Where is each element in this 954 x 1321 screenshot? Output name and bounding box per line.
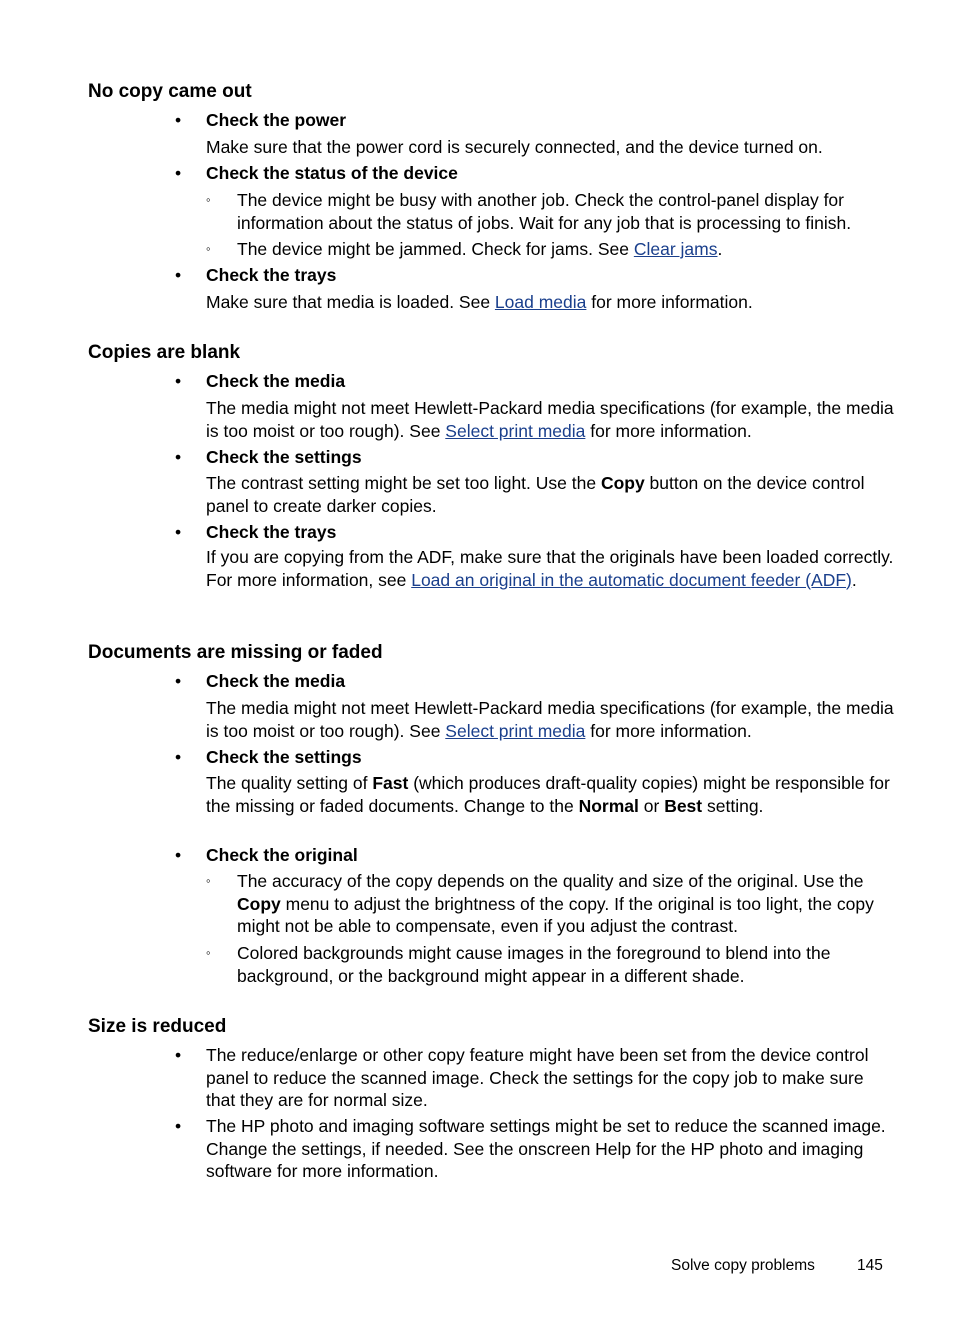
load-media-link[interactable]: Load media bbox=[494, 292, 587, 312]
sub-bullet: ◦ bbox=[206, 873, 211, 888]
check-media-title: Check the media bbox=[206, 371, 346, 391]
text: If you are copying from the ADF, make sure that the originals have been loaded correctly. For more information, see bbox=[206, 547, 894, 590]
text: or bbox=[638, 795, 665, 816]
check-trays-title: Check the trays bbox=[206, 265, 337, 285]
heading-size-reduced: Size is reduced bbox=[88, 1016, 227, 1037]
clear-jams-link[interactable]: Clear jams bbox=[633, 239, 718, 259]
select-print-media-link-2[interactable]: Select print media bbox=[445, 720, 586, 741]
fast-setting: Fast bbox=[372, 773, 409, 793]
sub-bullet: ◦ bbox=[206, 945, 211, 960]
check-settings-text bbox=[206, 472, 896, 517]
text: (which produces draft-quality copies) might be responsible for the missing or faded documents. Change to the bbox=[206, 773, 890, 816]
sub-bullet: ◦ bbox=[206, 241, 211, 256]
check-status-title: Check the status of the device bbox=[206, 163, 458, 183]
check-settings-title-2: Check the settings bbox=[206, 747, 362, 767]
original-sub2: Colored backgrounds might cause images in the foreground to blend into the background, or the background might appear in a different shade. bbox=[237, 943, 831, 986]
bullet: • bbox=[175, 265, 182, 285]
bullet: • bbox=[175, 371, 182, 391]
check-trays-text bbox=[206, 291, 896, 314]
check-original-title: Check the original bbox=[206, 845, 358, 865]
text: for more information. bbox=[586, 292, 753, 312]
text: . bbox=[851, 569, 857, 590]
text: button on the device control panel to create darker copies. bbox=[206, 473, 865, 516]
bullet: • bbox=[175, 447, 182, 467]
heading-documents-faded: Documents are missing or faded bbox=[88, 642, 383, 663]
bullet: • bbox=[175, 522, 182, 542]
bullet: • bbox=[175, 163, 182, 183]
bullet: • bbox=[175, 110, 182, 130]
text: The accuracy of the copy depends on the quality and size of the original. Use the bbox=[237, 871, 864, 891]
load-original-adf-link[interactable]: Load an original in the automatic document feeder (ADF) bbox=[411, 569, 852, 590]
bullet: • bbox=[175, 1045, 182, 1065]
text: menu to adjust the brightness of the copy. If the original is too light, the copy might not be able to compensate, even if you adjust the contrast. bbox=[237, 893, 874, 936]
footer-page-number: 145 bbox=[857, 1257, 883, 1274]
check-trays-text-2 bbox=[206, 546, 896, 591]
text: setting. bbox=[702, 795, 764, 816]
text: The quality setting of bbox=[206, 773, 373, 793]
check-settings-title: Check the settings bbox=[206, 447, 362, 467]
normal-setting: Normal bbox=[578, 795, 639, 816]
best-setting: Best bbox=[664, 795, 703, 816]
check-power-text: Make sure that the power cord is securely connected, and the device turned on. bbox=[206, 137, 823, 157]
copy-menu-ref: Copy bbox=[237, 893, 281, 914]
original-sub1 bbox=[237, 870, 897, 938]
check-power-title: Check the power bbox=[206, 110, 347, 130]
footer-section-title: Solve copy problems bbox=[671, 1257, 815, 1274]
reduced-item-2: The HP photo and imaging software settings might be set to reduce the scanned image. Change the settings, if needed. See the onscreen Help for the HP photo and imaging software for more information. bbox=[206, 1116, 886, 1181]
bullet: • bbox=[175, 671, 182, 691]
text: for more information. bbox=[585, 720, 752, 741]
text: The media might not meet Hewlett-Packard media specifications (for example, the media is too moist or too rough). See bbox=[206, 698, 894, 741]
text: The media might not meet Hewlett-Packard media specifications (for example, the media is too moist or too rough). See bbox=[206, 398, 894, 441]
heading-no-copy: No copy came out bbox=[88, 81, 252, 102]
status-sub2 bbox=[237, 238, 897, 261]
text: The device might be jammed. Check for jams. See bbox=[237, 239, 634, 259]
heading-copies-blank: Copies are blank bbox=[88, 342, 241, 363]
text: for more information. bbox=[585, 420, 752, 441]
text: The contrast setting might be set too light. Use the bbox=[206, 473, 601, 493]
check-settings-text-2 bbox=[206, 772, 896, 817]
check-media-text bbox=[206, 397, 896, 442]
text: . bbox=[717, 239, 723, 259]
status-sub1: The device might be busy with another job. Check the control-panel display for information about the status of jobs. Wait for any job that is processing to finish. bbox=[237, 190, 852, 233]
text: Make sure that media is loaded. See bbox=[206, 292, 495, 312]
reduced-item-1: The reduce/enlarge or other copy feature might have been set from the device control panel to reduce the scanned image. Check the settings for the copy job to make sure that they are for normal size. bbox=[206, 1045, 869, 1110]
bullet: • bbox=[175, 747, 182, 767]
check-media-text-2 bbox=[206, 697, 896, 742]
bullet: • bbox=[175, 845, 182, 865]
check-trays-title-2: Check the trays bbox=[206, 522, 337, 542]
copy-button-ref: Copy bbox=[600, 473, 645, 493]
bullet: • bbox=[175, 1116, 182, 1136]
sub-bullet: ◦ bbox=[206, 192, 211, 207]
select-print-media-link[interactable]: Select print media bbox=[445, 420, 586, 441]
check-media-title-2: Check the media bbox=[206, 671, 346, 691]
